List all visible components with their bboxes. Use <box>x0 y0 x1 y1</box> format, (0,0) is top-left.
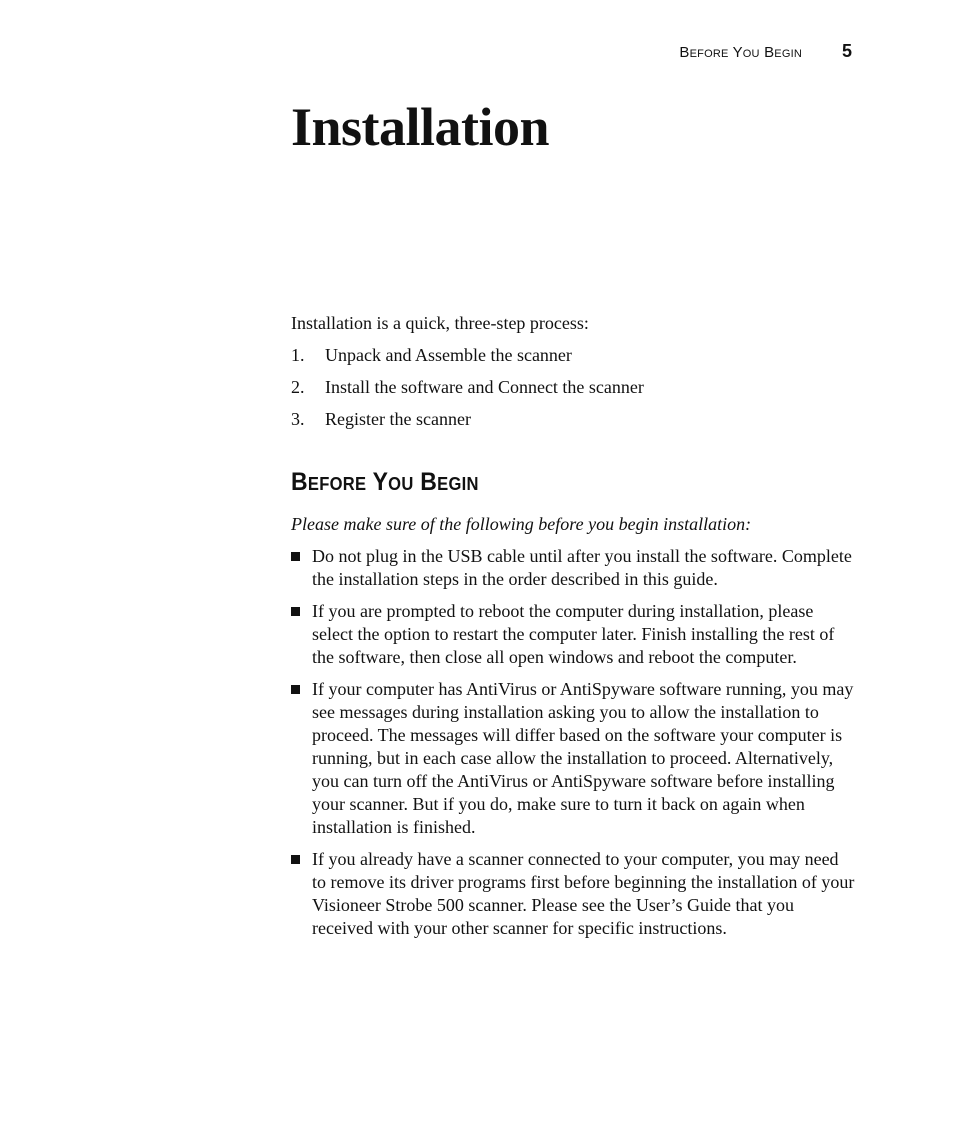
list-item-text: Do not plug in the USB cable until after you install the software. Complete the installation steps in the order described in this guide. <box>312 546 852 589</box>
step-number: 2. <box>291 377 305 397</box>
intro-paragraph: Installation is a quick, three-step process: <box>291 313 589 333</box>
list-item-text: If you already have a scanner connected to your computer, you may need to remove its driver programs first before beginning the installation of your Visioneer Strobe 500 scanner. Please see the User’s Guide that you received with your other scanner for specific instructions. <box>312 849 855 938</box>
page-number: 5 <box>841 41 852 61</box>
step-text: Unpack and Assemble the scanner <box>325 345 572 365</box>
body-content <box>291 312 856 949</box>
step-number: 3. <box>291 409 305 429</box>
square-bullet-icon <box>291 545 312 591</box>
section-lead: Please make sure of the following before you begin installation: <box>291 514 752 534</box>
square-bullet-icon <box>291 848 312 940</box>
list-item <box>291 678 856 839</box>
list-item <box>291 545 856 591</box>
list-item-text: If your computer has AntiVirus or AntiSpyware software running, you may see messages during installation asking you to allow the installation to proceed. The messages will differ based on the software your computer is running, but in each case allow the installation to proceed. Alternatively, you can turn off the AntiVirus or AntiSpyware software before installing your scanner. But if you do, make sure to turn it back on again when installation is finished. <box>312 679 854 837</box>
installation-steps-list <box>291 344 856 431</box>
square-bullet-icon <box>291 600 312 669</box>
section-heading: Before You Begin <box>291 468 479 496</box>
list-item <box>291 600 856 669</box>
step-item <box>291 344 856 367</box>
step-text: Register the scanner <box>325 409 471 429</box>
chapter-title: Installation <box>291 97 550 157</box>
list-item <box>291 848 856 940</box>
list-item-text: If you are prompted to reboot the computer during installation, please select the option to restart the computer later. Finish installing the rest of the software, then close all open windows and reboot the computer. <box>312 601 835 667</box>
step-number: 1. <box>291 345 305 365</box>
step-text: Install the software and Connect the scanner <box>325 377 644 397</box>
running-header <box>679 41 852 62</box>
prerequisites-list <box>291 545 856 940</box>
square-bullet-icon <box>291 678 312 839</box>
step-item <box>291 408 856 431</box>
running-header-title: Before You Begin <box>679 44 802 61</box>
step-item <box>291 376 856 399</box>
